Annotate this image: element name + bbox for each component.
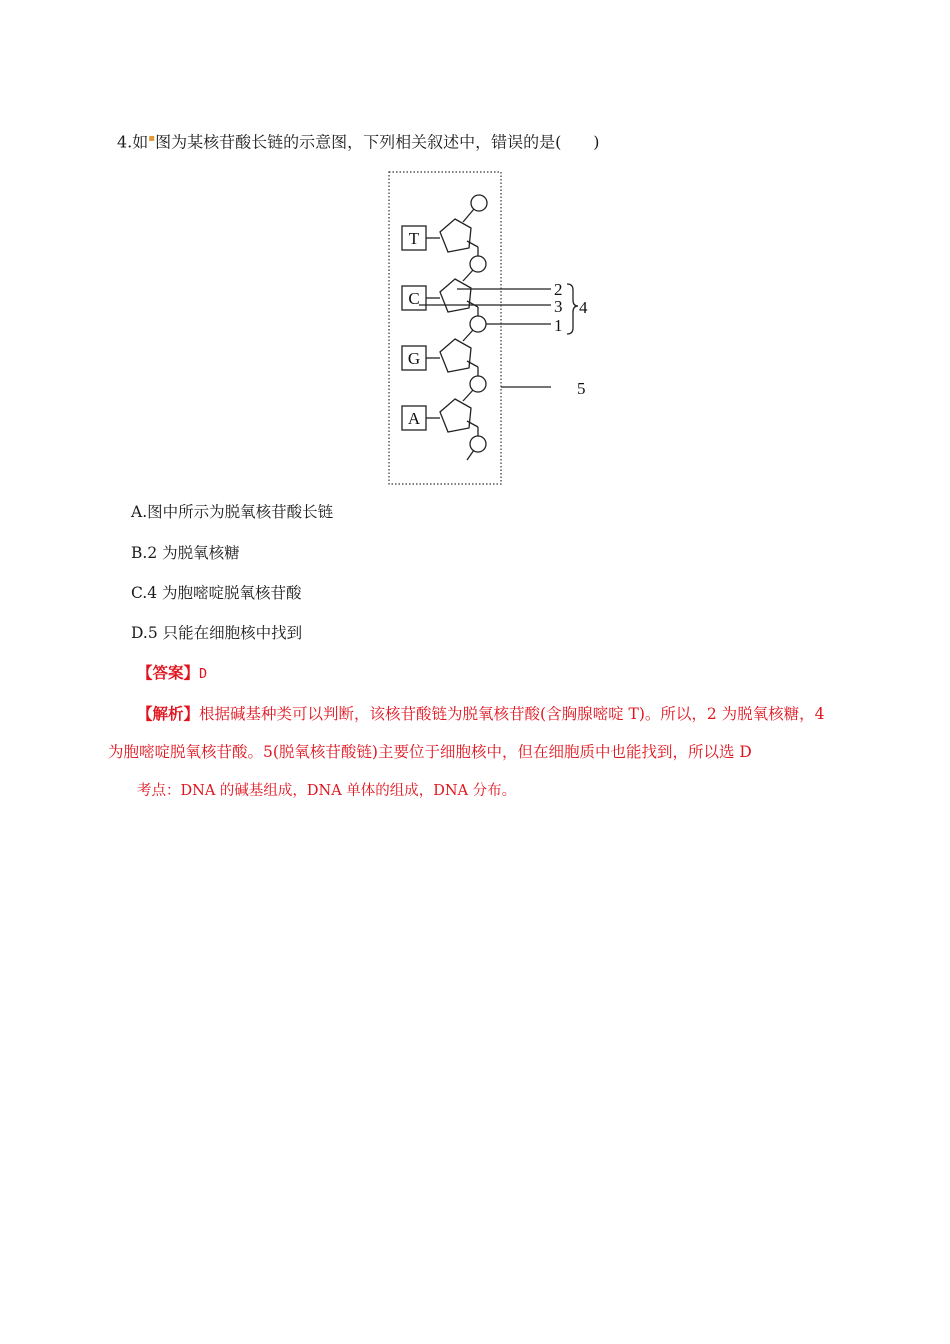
- explanation-text-1: 根据碱基种类可以判断，该核苷酸链为脱氧核苷酸(含胸腺嘧啶 T)。所以，2 为脱氧核糖，4: [199, 705, 825, 723]
- nucleotide-chain-diagram: [385, 166, 615, 490]
- sugar-pentagon: [440, 339, 471, 372]
- explanation-line-1: [137, 704, 825, 724]
- option-text: 图中所示为脱氧核苷酸长链: [147, 503, 334, 521]
- explanation-text-2: 为胞嘧啶脱氧核苷酸。5(脱氧核苷酸链)主要位于细胞核中，但在细胞质中也能找到，所以选 D: [108, 743, 752, 761]
- label-5: 5: [577, 379, 586, 398]
- question-text-rest: 图为某核苷酸长链的示意图，下列相关叙述中，错误的是( ): [155, 132, 600, 152]
- question-number: 4.: [117, 132, 133, 152]
- label-3: 3: [554, 297, 563, 316]
- option-d: [131, 623, 302, 643]
- explanation-tag: 【解析】: [137, 704, 200, 723]
- kaodian-line: 考点：DNA 的碱基组成，DNA 单体的组成，DNA 分布。: [137, 783, 517, 799]
- brace-4: [567, 284, 578, 334]
- question-text-start: 如: [132, 132, 149, 152]
- question-text: [117, 129, 600, 152]
- option-label: C.: [131, 584, 148, 602]
- label-1: 1: [554, 316, 563, 335]
- option-label: A.: [131, 503, 148, 521]
- base-letter-a: A: [407, 409, 421, 428]
- label-2: 2: [554, 280, 563, 299]
- option-a: [131, 502, 333, 522]
- phosphate-circle: [470, 376, 486, 392]
- option-b: [131, 543, 240, 563]
- base-letter-c: C: [408, 289, 420, 308]
- option-text: 5 只能在细胞核中找到: [147, 624, 303, 642]
- answer-value: D: [199, 666, 208, 682]
- base-letter-g: G: [407, 349, 421, 368]
- phosphate-circle: [470, 436, 486, 452]
- option-text: 4 为胞嘧啶脱氧核苷酸: [147, 584, 302, 602]
- option-label: D.: [131, 624, 148, 642]
- answer-line: [137, 663, 207, 684]
- option-c: [131, 583, 302, 603]
- sugar-pentagon: [440, 279, 471, 312]
- base-letter-t: T: [408, 229, 420, 248]
- option-label: B.: [131, 544, 148, 562]
- label-4: 4: [579, 298, 588, 317]
- sugar-pentagon: [440, 399, 471, 432]
- phosphate-circle: [471, 195, 487, 211]
- option-text: 2 为脱氧核糖: [147, 544, 240, 562]
- sugar-pentagon: [440, 219, 471, 252]
- explanation-line-2: [108, 742, 752, 762]
- phosphate-circle: [470, 256, 486, 272]
- dot-mark-icon: ▪: [148, 133, 156, 144]
- phosphate-circle: [470, 316, 486, 332]
- answer-tag: 【答案】: [137, 663, 200, 682]
